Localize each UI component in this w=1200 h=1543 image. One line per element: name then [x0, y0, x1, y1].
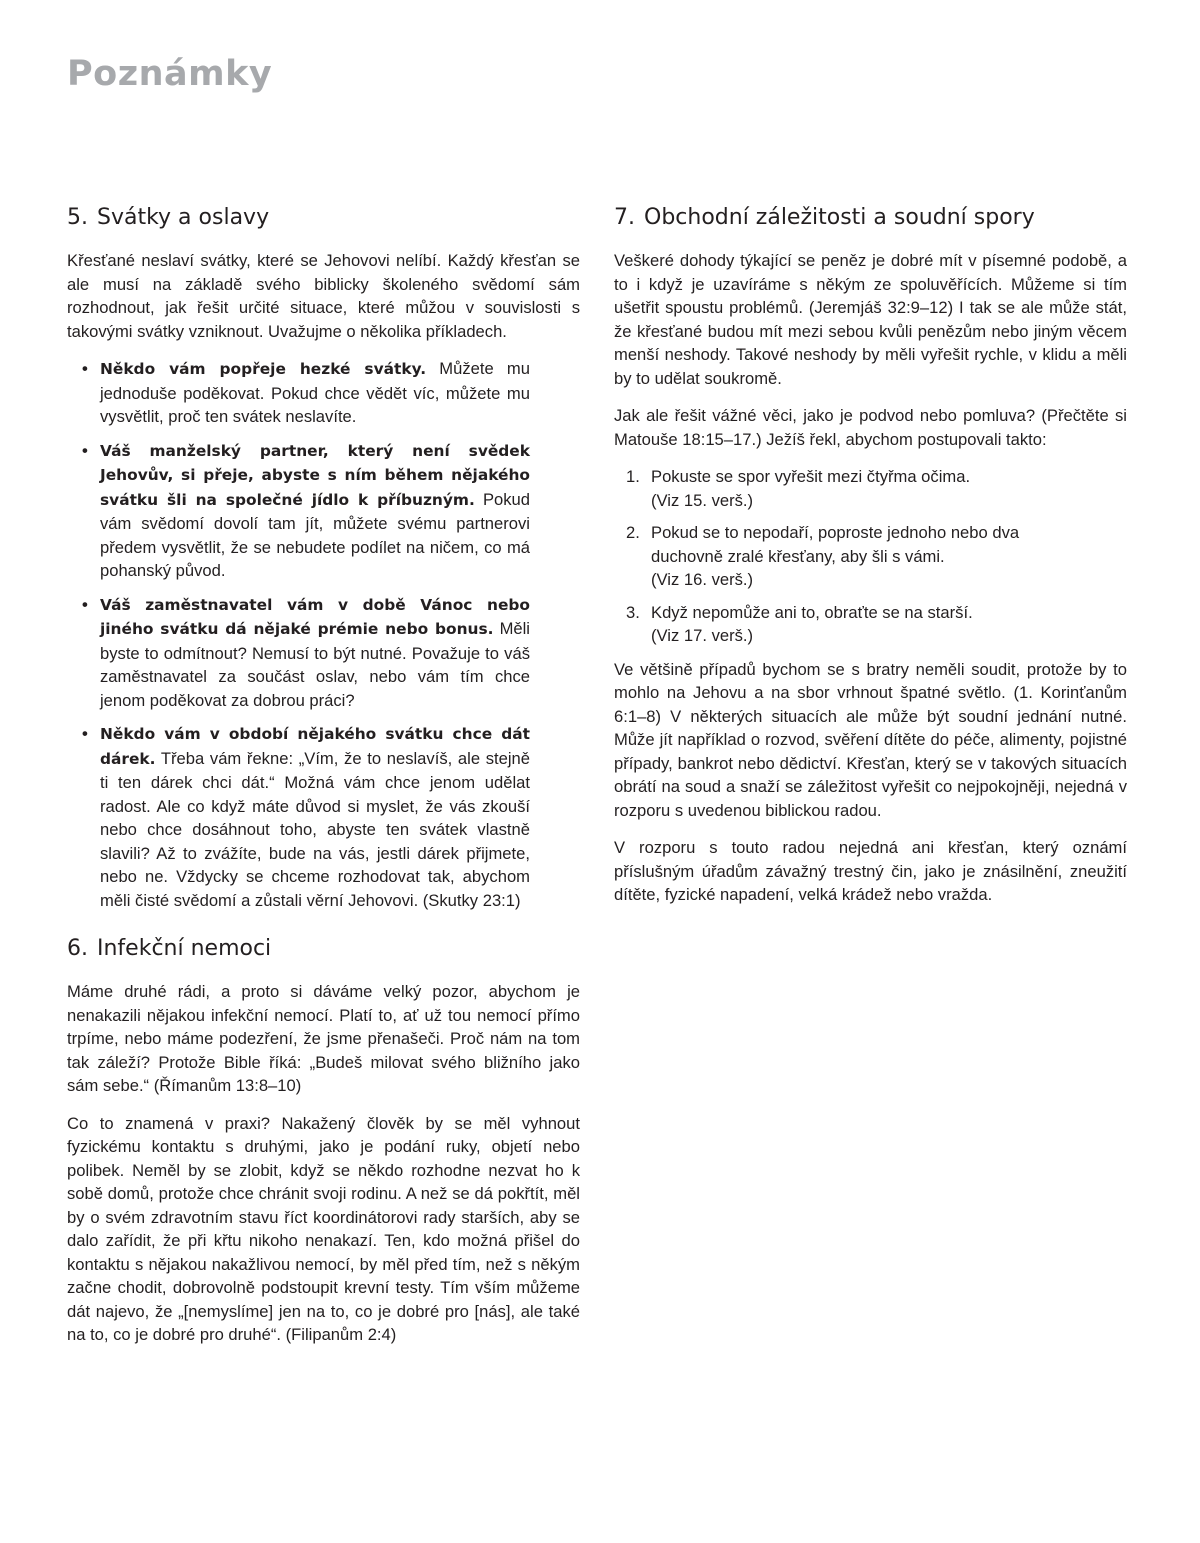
list-item	[82, 722, 530, 912]
paragraph: Veškeré dohody týkající se peněz je dobré mít v písemné podobě, a to i když je uzavíráme s někým ze spoluvěřících. Můžeme si tím ušetřit spoustu problémů. (Jeremjáš 32:9–12) I tak se ale může stát, že křesťané budou mít mezi sebou kvůli penězům nebo jiným věcem menší neshody. Takové neshody by měli vyřešit rychle, v klidu a měli by to udělat soukromě.	[614, 251, 1127, 388]
right-column	[614, 203, 1127, 921]
list-item-lead: Někdo vám v období nějakého svátku chce dát dárek.	[100, 725, 530, 768]
bullet-icon: •	[82, 440, 88, 460]
page-title: Poznámky	[67, 54, 273, 94]
section-heading	[614, 203, 1127, 233]
section-heading	[67, 203, 580, 233]
section-number: 5.	[67, 205, 88, 230]
list-item-text: Měli byste to odmítnout? Nemusí to být nutné. Považuje to váš zaměstnavatel za součást oslav, nebo vám tím chce jenom poděkovat za dobrou práci?	[100, 619, 530, 710]
paragraph: V rozporu s touto radou nejedná ani křesťan, který oznámí příslušným úřadům závažný trestný čin, jako je znásilnění, zneužití dítěte, fyzické napadení, velká krádež nebo vražda.	[614, 838, 1127, 904]
list-item	[82, 357, 530, 429]
paragraph: Máme druhé rádi, a proto si dáváme velký pozor, abychom je nenakazili nějakou infekční nemocí. Platí to, ať už tou nemocí přímo trpíme, nebo máme podezření, že jsme přenašeči. Proč nám na tom tak záleží? Protože Bible říká: „Budeš milovat svého bližního jako sám sebe.“ (Římanům 13:8–10)	[67, 982, 580, 1095]
bullet-icon: •	[82, 594, 88, 614]
paragraph: Jak ale řešit vážné věci, jako je podvod nebo pomluva? (Přečtěte si Matouše 18:15–17.) Ježíš řekl, abychom postupovali takto:	[614, 406, 1127, 449]
verse-reference: (Viz 15. verš.)	[651, 490, 754, 510]
numbered-item	[626, 601, 1031, 648]
paragraph: Co to znamená v praxi? Nakažený člověk by se měl vyhnout fyzickému kontaktu s druhými, jako je podání ruky, objetí nebo polibek. Neměl by se zlobit, když se někdo rozhodne nezvat ho k sobě domů, protože chce chránit svoji rodinu. A než se dá pokřtít, měl by o svém zdravotním stavu říct koordinátorovi rady starších, aby se dalo zařídit, že při křtu nikoho nenakazí. Ten, kdo možná přišel do kontaktu s nějakou nakažlivou nemocí, by měl před tím, než s někým začne chodit, dobrovolně podstoupit krevní testy. Tím vším můžeme dát najevo, že „[nemyslíme] jen na to, co je dobré pro [nás], ale také na to, co je dobré pro druhé“. (Filipanům 2:4)	[67, 1113, 580, 1344]
numbered-item	[626, 521, 1031, 592]
item-text: Když nepomůže ani to, obraťte se na starší.	[651, 602, 973, 622]
section-title: Svátky a oslavy	[97, 205, 270, 230]
section-title: Infekční nemoci	[97, 936, 272, 961]
list-item-lead: Někdo vám popřeje hezké svátky.	[100, 360, 427, 378]
left-column	[67, 203, 580, 1361]
numbered-list	[614, 465, 1127, 648]
item-text: Pokuste se spor vyřešit mezi čtyřma očima.	[651, 467, 971, 486]
list-item-text: Třeba vám řekne: „Vím, že to neslavíš, ale stejně ti ten dárek chci dát.“ Možná vám chce jenom udělat radost. Ale co když máte důvod si myslet, že vás zkouší nebo chce dosáhnout toho, abyste ten svátek vlastně slavili? Až to zvážíte, bude na vás, jestli dárek přijmete, nebo ne. Vždycky se chceme rozhodovat tak, abychom měli čisté svědomí a zůstali věrní Jehovovi. (Skutky 23:1)	[100, 748, 530, 910]
list-item	[82, 439, 530, 583]
numbered-item	[626, 465, 1031, 512]
item-number: 2.	[626, 523, 640, 542]
paragraph: Křesťané neslaví svátky, které se Jehovovi nelíbí. Každý křesťan se ale musí na základě svého biblicky školeného svědomí sám rozhodnout, jak řešit určité situace, které můžou v souvislosti s takovými svátky vzniknout. Uvažujme o několika příkladech.	[67, 251, 580, 341]
section-heading	[67, 934, 580, 964]
bullet-icon: •	[82, 724, 88, 743]
list-item-lead: Váš manželský partner, který není svědek Jehovův, si přeje, abyste s ním během nějakého svátku šli na společné jídlo k příbuzným.	[100, 441, 530, 509]
section-holidays	[67, 203, 580, 912]
verse-reference: (Viz 16. verš.)	[651, 570, 754, 589]
paragraph: Ve většině případů bychom se s bratry neměli soudit, protože by to mohlo na Jehovu a na sbor vrhnout špatné světlo. (1. Korinťanům 6:1–8) V některých situacích ale může být soudní jednání nutné. Může jít například o rozvod, svěření dítěte do péče, alimenty, pojistné případy, bankrot nebo dědictví. Křesťan, který se v takových situacích obrátí na soud a snaží se záležitost vyřešit co nejpokojněji, nejedná v rozporu s uvedenou biblickou radou.	[614, 659, 1127, 820]
section-title: Obchodní záležitosti a soudní spory	[644, 205, 1035, 230]
item-text: Pokud se to nepodaří, poproste jednoho nebo dva duchovně zralé křesťany, aby šli s vámi.	[651, 523, 1020, 566]
section-infectious-diseases	[67, 934, 580, 1347]
section-number: 6.	[67, 936, 88, 961]
section-number: 7.	[614, 205, 635, 230]
bullet-list	[67, 357, 580, 912]
list-item-text: Můžete mu jednoduše poděkovat. Pokud chce vědět víc, můžete mu vysvětlit, proč ten svátek neslavíte.	[100, 359, 530, 426]
bullet-icon: •	[82, 359, 88, 378]
verse-reference: (Viz 17. verš.)	[651, 626, 754, 645]
list-item	[82, 593, 530, 713]
item-number: 1.	[626, 467, 640, 486]
list-item-lead: Váš zaměstnavatel vám v době Vánoc nebo jiného svátku dá nějaké prémie nebo bonus.	[100, 595, 530, 638]
list-item-text: Pokud vám svědomí dovolí tam jít, můžete svému partnerovi předem vysvětlit, že se nebudete podílet na ničem, co má pohanský původ.	[100, 489, 530, 580]
item-number: 3.	[626, 602, 640, 622]
section-business-disputes	[614, 203, 1127, 907]
